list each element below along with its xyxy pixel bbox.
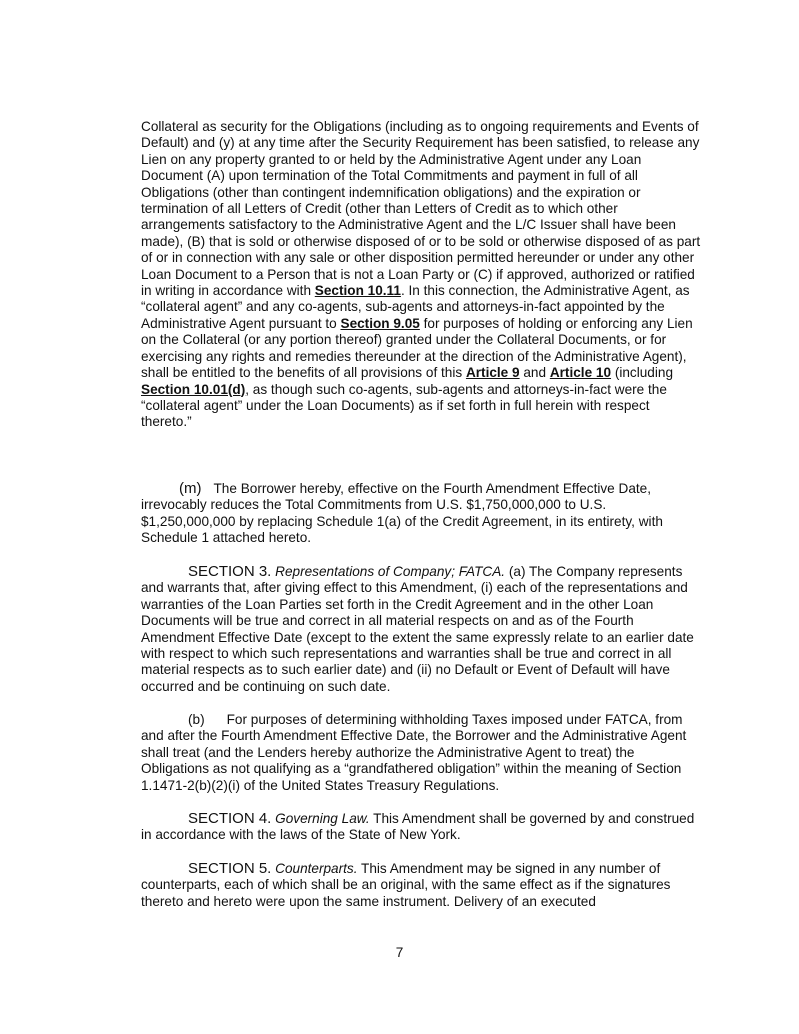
section-4-governing-law — [141, 811, 701, 844]
paragraph-text: for purposes of holding or enforcing any Lien on the Collateral (or any portion thereof) granted under the Collateral Documents, or for exercising any rights and remedies thereunder at the direction of the Administrative Agent), shall be entitled to the benefits of all provisions of this — [141, 315, 693, 381]
paragraph-text: (including — [611, 365, 674, 381]
section-reference-link: Section 9.05 — [340, 315, 420, 331]
clause-label: (b) — [188, 712, 205, 727]
paragraph-text: This Amendment shall be governed by and construed in accordance with the laws of the State of New York. — [141, 811, 695, 843]
paragraph-text: (a) The Company represents and warrants that, after giving effect to this Amendment, (i) each of the representations and warranties of the Loan Parties set forth in the Credit Agreement and in the other Loan Documents will be true and correct in all material respects on and as of the Fourth Amendment Effective Date (except to the extent the same expressly relate to an earlier date with respect to which such representations and warranties shall be true and correct in all material respects as to such earlier date) and (ii) no Default or Event of Default will have occurred and be continuing on such date. — [141, 564, 694, 694]
clause-label: (m) — [179, 480, 202, 497]
section-title: Governing Law. — [275, 811, 370, 826]
paragraph-text: , as though such co-agents, sub-agents and attorneys-in-fact were the “collateral agent” under the Loan Documents) as if set forth in full herein with respect thereto.” — [141, 381, 667, 430]
paragraph-text: For purposes of determining withholding Taxes imposed under FATCA, from and after the Fourth Amendment Effective Date, the Borrower and the Administrative Agent shall treat (and the Lenders hereby authorize the Administrative Agent to treat) the Obligations as not qualifying as a “grandfathered obligation” within the meaning of Section 1.1471-2(b)(2)(i) of the United States Treasury Regulations. — [141, 712, 687, 793]
section-reference-link: Section 10.01(d) — [141, 381, 246, 397]
paragraph-text: and — [519, 365, 550, 381]
section-3b-fatca — [141, 712, 701, 794]
paragraph-m-commitment-reduction — [141, 481, 701, 547]
section-reference-link: Section 10.11 — [314, 283, 401, 299]
paragraph-text: The Borrower hereby, effective on the Fourth Amendment Effective Date, irrevocably reduces the Total Commitments from U.S. $1,750,000,000 to U.S. $1,250,000,000 by replacing Schedule 1(a) of the Credit Agreement, in its entirety, with Schedule 1 attached hereto. — [141, 481, 663, 546]
paragraph-text: This Amendment may be signed in any number of counterparts, each of which shall be an original, with the same effect as if the signatures thereto and hereto were upon the same instrument. Delivery of an executed — [141, 861, 671, 909]
section-5-counterparts — [141, 861, 701, 910]
section-number: SECTION 3. — [188, 563, 272, 580]
section-3-representations — [141, 564, 701, 695]
section-title: Representations of Company; FATCA. — [275, 564, 506, 579]
section-number: SECTION 4. — [188, 810, 272, 827]
article-reference-link: Article 10 — [549, 365, 612, 381]
paragraph-text: Collateral as security for the Obligations (including as to ongoing requirements and Events of Default) and (y) at any time after the Security Requirement has been satisfied, to release any Lien on any property granted to or held by the Administrative Agent under any Loan Document (A) upon termination of the Total Commitments and payment in full of all Obligations (other than contingent indemnification obligations) and the expiration or termination of all Letters of Credit (other than Letters of Credit as to which other arrangements satisfactory to the Administrative Agent and the L/C Issuer shall have been made), (B) that is sold or otherwise disposed of or to be sold or otherwise disposed of as part of or in connection with any sale or other disposition permitted hereunder or under any other Loan Document to a Person that is not a Loan Party or (C) if approved, authorized or ratified in writing in accordance with — [141, 119, 701, 299]
paragraph-collateral-release — [141, 119, 701, 431]
section-number: SECTION 5. — [188, 860, 272, 877]
section-title: Counterparts. — [275, 861, 358, 876]
article-reference-link: Article 9 — [465, 365, 520, 381]
page-number: 7 — [395, 945, 404, 960]
paragraph-text: . In this connection, the Administrative Agent, as “collateral agent” and any co-agents, sub-agents and attorneys-in-fact appointed by the Administrative Agent pursuant to — [141, 283, 690, 331]
